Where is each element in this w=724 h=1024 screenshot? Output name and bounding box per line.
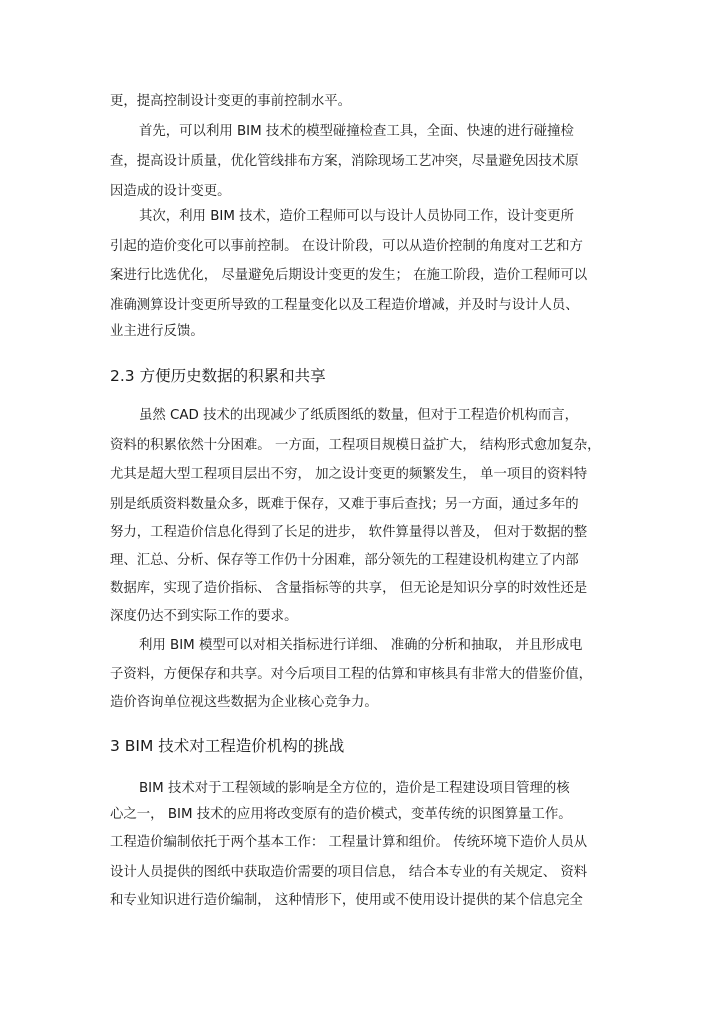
body-text-line: 深度仍达不到实际工作的要求。: [110, 609, 298, 624]
body-text-line: 虽然 CAD 技术的出现减少了纸质图纸的数量，但对于工程造价机构而言，: [139, 408, 579, 423]
body-text-line: 数据库，实现了造价指标、 含量指标等的共享， 但无论是知识分享的时效性还是: [110, 581, 588, 596]
body-text-line: 工程造价编制依托于两个基本工作： 工程量计算和组价。 传统环境下造价人员从: [110, 835, 588, 850]
body-text-line: 利用 BIM 模型可以对相关指标进行详细、 准确的分析和抽取， 并且形成电: [139, 638, 583, 653]
body-text-line: 和专业知识进行造价编制， 这种情形下，使用或不使用设计提供的某个信息完全: [110, 893, 583, 908]
section-heading: 3 BIM 技术对工程造价机构的挑战: [110, 737, 345, 755]
body-text-line: 造价咨询单位视这些数据为企业核心竞争力。: [110, 695, 378, 710]
body-text-line: 查，提高设计质量，优化管线排布方案，消除现场工艺冲突，尽量避免因技术原: [110, 154, 579, 169]
body-text-line: 首先，可以利用 BIM 技术的模型碰撞检查工具，全面、快速的进行碰撞检: [139, 124, 574, 139]
body-text-line: 其次，利用 BIM 技术，造价工程师可以与设计人员协同工作，设计变更所: [139, 209, 574, 224]
body-text-line: 心之一， BIM 技术的应用将改变原有的造价模式，变革传统的识图算量工作。: [110, 807, 572, 822]
section-heading: 2.3 方便历史数据的积累和共享: [110, 367, 326, 385]
body-text-line: 别是纸质资料数量众多，既难于保存，又难于事后查找；另一方面，通过多年的: [110, 497, 579, 512]
body-text-line: 努力，工程造价信息化得到了长足的进步， 软件算量得以普及， 但对于数据的整: [110, 525, 588, 540]
body-text-line: 引起的造价变化可以事前控制。 在设计阶段，可以从造价控制的角度对工艺和方: [110, 239, 583, 254]
body-text-line: 更，提高控制设计变更的事前控制水平。: [110, 94, 352, 109]
body-text-line: 资料的积累依然十分困难。 一方面，工程项目规模日益扩大， 结构形式愈加复杂，: [110, 438, 601, 453]
body-text-line: 理、汇总、分析、保存等工作仍十分困难，部分领先的工程建设机构建立了内部: [110, 553, 579, 568]
body-text-line: 尤其是超大型工程项目层出不穷， 加之设计变更的频繁发生， 单一项目的资料特: [110, 467, 588, 482]
body-text-line: BIM 技术对于工程领域的影响是全方位的，造价是工程建设项目管理的核: [139, 781, 570, 796]
body-text-line: 因造成的设计变更。: [110, 184, 231, 199]
body-text-line: 准确测算设计变更所导致的工程量变化以及工程造价增减，并及时与设计人员、: [110, 298, 579, 313]
body-text-line: 业主进行反馈。: [110, 324, 204, 339]
body-text-line: 案进行比选优化， 尽量避免后期设计变更的发生； 在施工阶段，造价工程师可以: [110, 268, 588, 283]
body-text-line: 设计人员提供的图纸中获取造价需要的项目信息， 结合本专业的有关规定、 资料: [110, 865, 588, 880]
body-text-line: 子资料，方便保存和共享。对今后项目工程的估算和审核具有非常大的借鉴价值，: [110, 667, 593, 682]
